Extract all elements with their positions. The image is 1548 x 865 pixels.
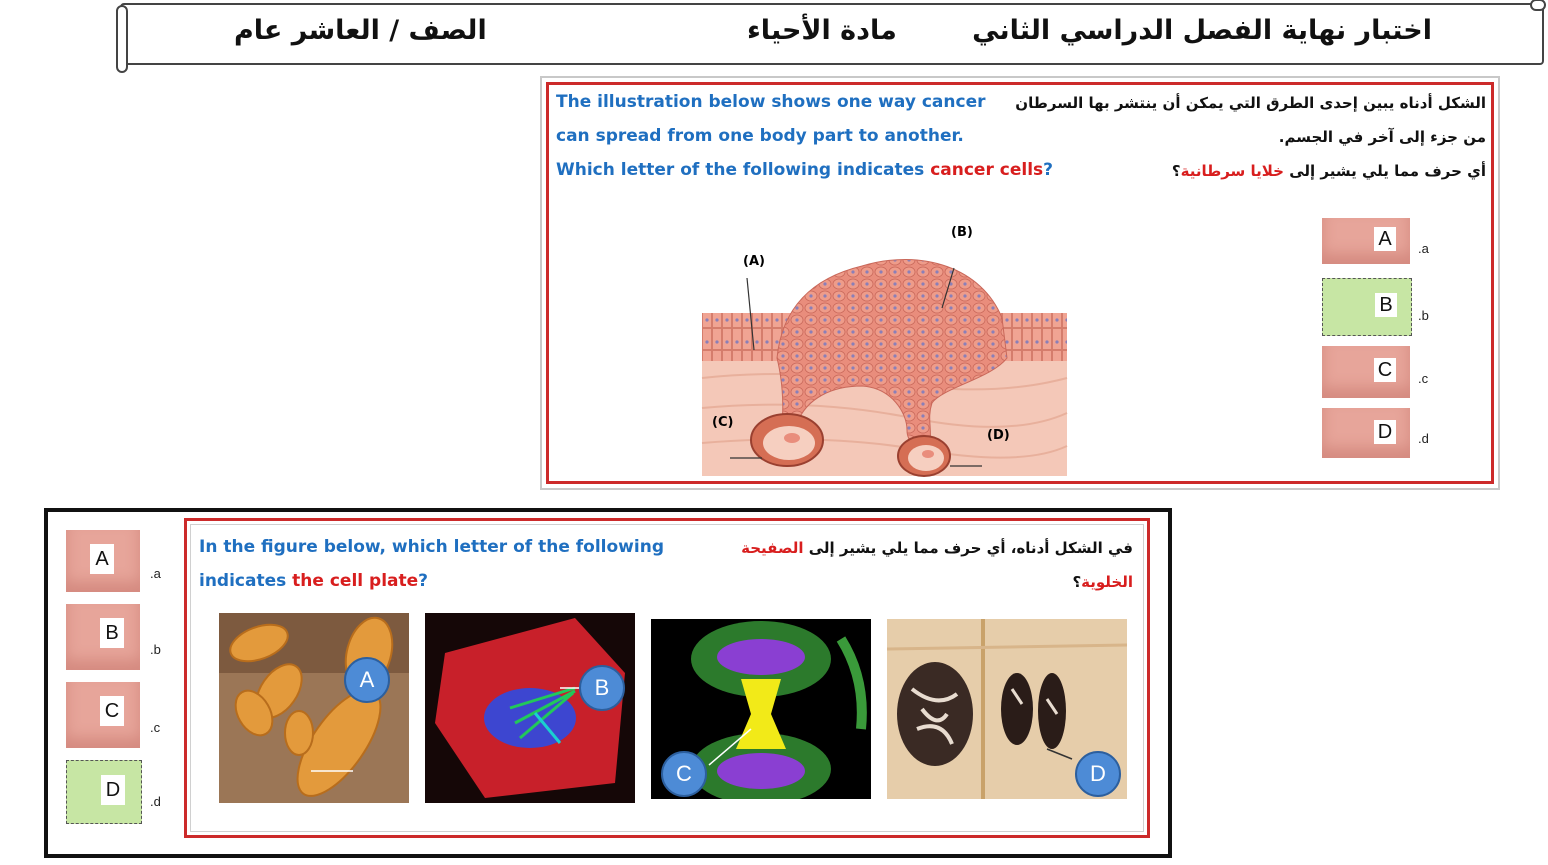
q1-option-a-letter: A bbox=[1374, 227, 1396, 251]
exam-title: اختبار نهاية الفصل الدراسي الثاني bbox=[972, 15, 1432, 46]
scroll-curl-left bbox=[116, 5, 128, 73]
subject-label: مادة الأحياء bbox=[747, 15, 897, 46]
q1-option-b-label: .b bbox=[1418, 308, 1429, 323]
q1-option-c-label: .c bbox=[1418, 371, 1429, 386]
chromosomes-image bbox=[219, 613, 409, 803]
q1-option-d[interactable] bbox=[1322, 408, 1410, 458]
grade-label: الصف / العاشر عام bbox=[234, 15, 487, 46]
q2-option-b-letter: B bbox=[100, 618, 124, 648]
q1-option-c-letter: C bbox=[1374, 358, 1396, 382]
q2-en-line1: In the figure below, which letter of the following bbox=[199, 537, 664, 557]
question-2-frame bbox=[184, 518, 1150, 838]
q2-option-d-letter: D bbox=[101, 775, 125, 805]
q2-ar-line1: في الشكل أدناه، أي حرف مما يلي يشير إلى الصفيحة bbox=[741, 539, 1133, 557]
photo-chromosomes bbox=[219, 613, 409, 803]
question-1 bbox=[540, 76, 1500, 490]
q1-ar-line2: من جزء إلى آخر في الجسم. bbox=[1278, 128, 1486, 146]
q1-option-b[interactable] bbox=[1322, 278, 1412, 336]
q2-option-b[interactable] bbox=[66, 604, 140, 670]
q1-ar-line1: الشكل أدناه يبين إحدى الطرق التي يمكن أن ينتشر بها السرطان bbox=[1015, 94, 1486, 112]
q2-en-line2: indicates the cell plate? bbox=[199, 571, 429, 591]
q2-option-d[interactable] bbox=[66, 760, 142, 824]
q2-option-a-letter: A bbox=[90, 544, 114, 574]
q1-option-a[interactable] bbox=[1322, 218, 1410, 264]
q2-option-a[interactable] bbox=[66, 530, 140, 592]
header-banner bbox=[120, 3, 1544, 65]
photo-label-b: B bbox=[579, 665, 625, 711]
q2-option-d-label: .d bbox=[150, 794, 161, 809]
q2-option-c-label: .c bbox=[150, 720, 161, 735]
diagram-label-d: (D) bbox=[987, 428, 1010, 443]
diagram-label-c: (C) bbox=[712, 415, 734, 430]
q2-option-c-letter: C bbox=[100, 696, 124, 726]
q1-option-a-label: .a bbox=[1418, 241, 1429, 256]
q1-option-c[interactable] bbox=[1322, 346, 1410, 398]
scroll-curl-top bbox=[1530, 0, 1546, 11]
diagram-label-b: (B) bbox=[951, 225, 973, 240]
q1-en-line1: The illustration below shows one way cancer bbox=[556, 92, 986, 112]
q2-option-a-label: .a bbox=[150, 566, 161, 581]
q1-option-d-label: .d bbox=[1418, 431, 1429, 446]
q1-ar-line3: أي حرف مما يلي يشير إلى خلايا سرطانية؟ bbox=[1171, 162, 1486, 180]
q2-option-b-label: .b bbox=[150, 642, 161, 657]
q1-en-line3: Which letter of the following indicates cancer cells? bbox=[556, 160, 1054, 180]
photo-label-d: D bbox=[1075, 751, 1121, 797]
photo-label-a: A bbox=[344, 657, 390, 703]
diagram-label-a: (A) bbox=[743, 254, 765, 269]
q1-option-d-letter: D bbox=[1374, 420, 1396, 444]
q1-option-b-letter: B bbox=[1375, 293, 1397, 317]
photo-label-c: C bbox=[661, 751, 707, 797]
q1-en-line2: can spread from one body part to another. bbox=[556, 126, 964, 146]
question-2 bbox=[44, 508, 1172, 858]
q2-ar-line2: الخلوية؟ bbox=[1072, 573, 1133, 591]
q2-option-c[interactable] bbox=[66, 682, 140, 748]
